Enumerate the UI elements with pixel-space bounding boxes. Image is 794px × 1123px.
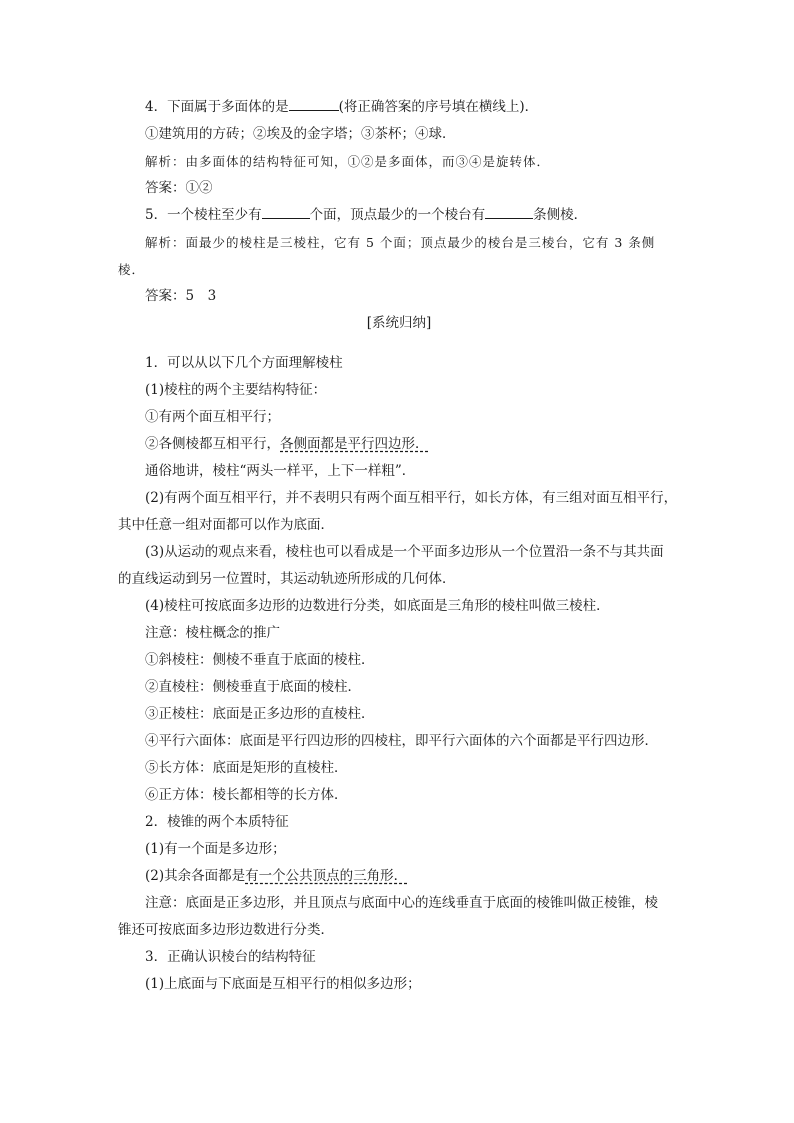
prism-p1-b-underlined: 各侧面都是平行四边形． (280, 436, 429, 452)
pyramid-item2-plain: (2)其余各面都是 (145, 868, 246, 884)
q4-stem (118, 94, 680, 121)
prism-p1-a: ①有两个面互相平行； (145, 409, 280, 425)
q4-answer-blank (289, 96, 339, 111)
pyramid-note-line2: 锥还可按底面多边形边数进行分类． (118, 922, 334, 938)
prism-note-title: 注意：棱柱概念的推广 (145, 625, 280, 641)
q4-stem-before: 4．下面属于多面体的是 (145, 99, 289, 115)
q5-analysis-line2: 棱． (118, 262, 146, 277)
q4-analysis: 解析：由多面体的结构特征可知，①②是多面体，而③④是旋转体． (145, 154, 551, 169)
pyramid-item2 (118, 863, 680, 890)
prism-p2-line2: 其中任意一组对面都可以作为底面． (118, 517, 334, 533)
q5-blank-edges (485, 204, 533, 219)
prism-note-item: ①斜棱柱：侧棱不垂直于底面的棱柱． (145, 652, 375, 668)
q5-stem (118, 202, 680, 229)
prism-note-item: ②直棱柱：侧棱垂直于底面的棱柱． (145, 679, 361, 695)
pyramid-heading: 2．棱锥的两个本质特征 (145, 814, 289, 830)
pyramid-item2-underlined: 有一个公共顶点的三角形． (245, 868, 408, 884)
q5-stem-part1: 5．一个棱柱至少有 (145, 207, 262, 223)
q4-options: ①建筑用的方砖；②埃及的金字塔；③茶杯；④球． (145, 126, 456, 142)
prism-p3-line1: (3)从运动的观点来看，棱柱也可以看成是一个平面多边形从一个位置沿一条不与其共面 (145, 544, 664, 560)
prism-note-item: ③正棱柱：底面是正多边形的直棱柱． (145, 706, 375, 722)
pyramid-item1: (1)有一个面是多边形； (145, 841, 286, 857)
prism-p2-line1: (2)有两个面互相平行，并不表明只有两个面互相平行，如长方体，有三组对面互相平行， (145, 490, 678, 506)
q5-analysis-line1: 解析：面最少的棱柱是三棱柱，它有 5 个面；顶点最少的棱台是三棱台，它有 3 条侧 (145, 235, 656, 250)
prism-heading: 1．可以从以下几个方面理解棱柱 (145, 355, 343, 371)
prism-note-item: ④平行六面体：底面是平行四边形的四棱柱，即平行六面体的六个面都是平行四边形． (145, 733, 658, 749)
prism-p1-b (118, 431, 680, 458)
section-title: [系统归纳] (366, 315, 432, 331)
prism-p3-line2: 的直线运动到另一位置时，其运动轨迹所形成的几何体． (118, 571, 456, 587)
section-spacer (118, 337, 680, 350)
frustum-item1: (1)上底面与下底面是互相平行的相似多边形； (145, 976, 421, 992)
prism-p1-b-plain: ②各侧棱都互相平行， (145, 436, 280, 452)
q4-answer: 答案：①② (145, 180, 213, 196)
q5-stem-part3: 条侧棱． (533, 207, 588, 223)
prism-p4: (4)棱柱可按底面多边形的边数进行分类，如底面是三角形的棱柱叫做三棱柱． (145, 598, 610, 614)
pyramid-note-line1: 注意：底面是正多边形，并且顶点与底面中心的连线垂直于底面的棱锥叫做正棱锥，棱 (145, 895, 658, 911)
prism-note-item: ⑤长方体：底面是矩形的直棱柱． (145, 760, 348, 776)
q5-answer: 答案：5 3 (145, 288, 217, 304)
prism-p1-title: (1)棱柱的两个主要结构特征： (145, 382, 327, 398)
q4-stem-after: (将正确答案的序号填在横线上)． (338, 99, 539, 115)
prism-note-item: ⑥正方体：棱长都相等的长方体． (145, 787, 348, 803)
frustum-heading: 3．正确认识棱台的结构特征 (145, 949, 316, 965)
q5-blank-faces (262, 204, 310, 219)
q5-stem-part2: 个面，顶点最少的一个棱台有 (309, 207, 486, 223)
page-content (118, 94, 680, 998)
prism-p1-c: 通俗地讲，棱柱“两头一样平，上下一样粗”． (145, 463, 416, 479)
